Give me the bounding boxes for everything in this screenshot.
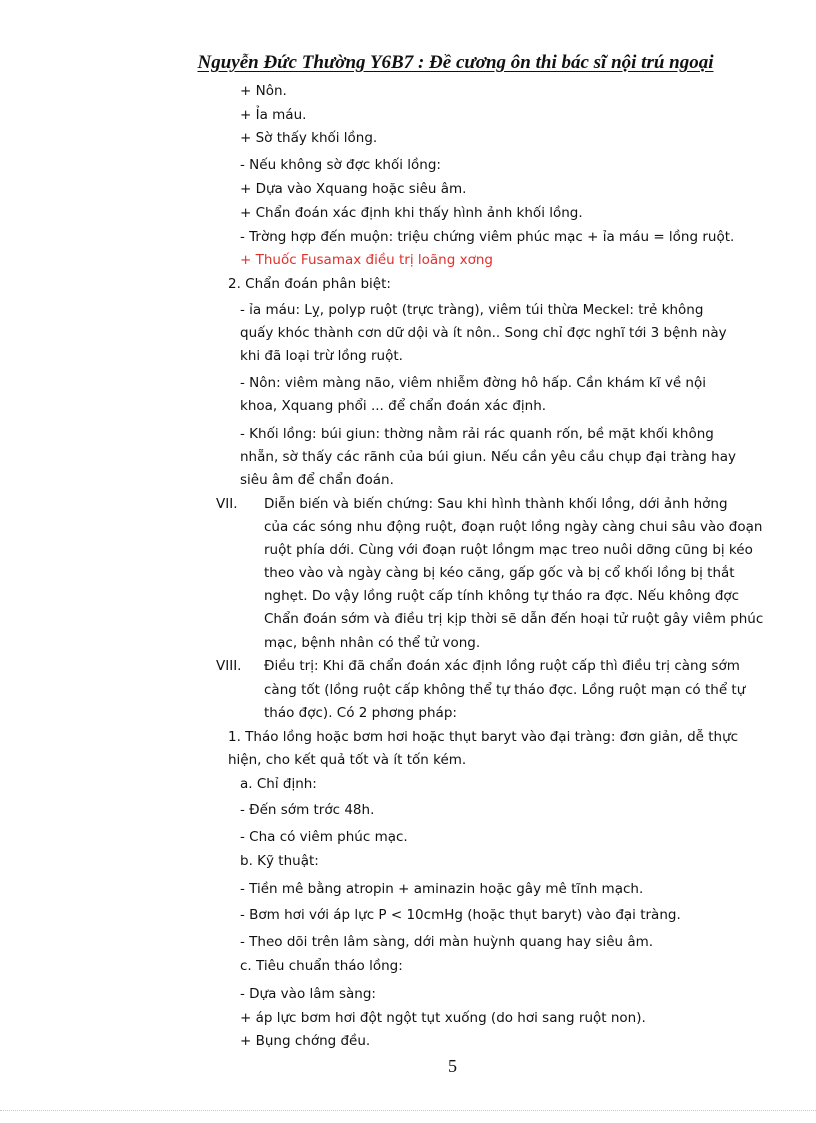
text-line: Diễn biến và biến chứng: Sau khi hình thành khối lồng, dới ảnh hởng — [264, 496, 728, 512]
page-number: 5 — [448, 1056, 457, 1076]
subsection-heading: a. Chỉ định: — [240, 776, 317, 792]
text-line: - Theo dõi trên lâm sàng, dới màn huỳnh quang hay siêu âm. — [240, 934, 654, 950]
text-line: + Ỉa máu. — [240, 107, 307, 123]
text-line: - Nôn: viêm màng não, viêm nhiễm đờng hô hấp. Cần khám kĩ về nội — [240, 375, 706, 391]
text-line: ruột phía dới. Cùng với đoạn ruột lồngm mạc treo nuôi dỡng cũng bị kéo — [264, 542, 753, 558]
text-line: + Nôn. — [240, 83, 287, 99]
text-line: - Khối lồng: búi giun: thờng nằm rải rác quanh rốn, bề mặt khối không — [240, 426, 714, 442]
page-footer-divider — [0, 1110, 816, 1111]
section-heading: 2. Chẩn đoán phân biệt: — [228, 276, 391, 292]
text-line: + Bụng chớng đều. — [240, 1033, 371, 1049]
text-line: - Bơm hơi với áp lực P < 10cmHg (hoặc thụt baryt) vào đại tràng. — [240, 907, 681, 923]
text-line: - Đến sớm trớc 48h. — [240, 802, 375, 818]
section-number: VII. — [216, 496, 238, 512]
text-line: + áp lực bơm hơi đột ngột tụt xuống (do hơi sang ruột non). — [240, 1010, 646, 1026]
text-line: - Trờng hợp đến muộn: triệu chứng viêm phúc mạc + ỉa máu = lồng ruột. — [240, 229, 735, 245]
text-line: hiện, cho kết quả tốt và ít tốn kém. — [228, 752, 467, 768]
text-line: - Tiền mê bằng atropin + aminazin hoặc gây mê tĩnh mạch. — [240, 881, 644, 897]
text-line: - Nếu không sờ đợc khối lồng: — [240, 157, 441, 173]
text-line: 1. Tháo lồng hoặc bơm hơi hoặc thụt baryt vào đại tràng: đơn giản, dễ thực — [228, 729, 739, 745]
text-line: theo vào và ngày càng bị kéo căng, gấp gốc và bị cổ khối lồng bị thắt — [264, 565, 735, 581]
text-line: siêu âm để chẩn đoán. — [240, 472, 394, 488]
text-line: nghẹt. Do vậy lồng ruột cấp tính không tự tháo ra đợc. Nếu không đợc — [264, 588, 740, 604]
text-line: khi đã loại trừ lồng ruột. — [240, 348, 403, 364]
section-number: VIII. — [216, 658, 242, 674]
text-line: của các sóng nhu động ruột, đoạn ruột lồng ngày càng chui sâu vào đoạn — [264, 519, 763, 535]
text-line: quấy khóc thành cơn dữ dội và ít nôn.. Song chỉ đợc nghĩ tới 3 bệnh này — [240, 325, 727, 341]
page-header: Nguyễn Đức Thường Y6B7 : Đề cương ôn thi bác sĩ nội trú ngoại — [197, 52, 714, 73]
text-line: + Dựa vào Xquang hoặc siêu âm. — [240, 181, 467, 197]
text-line: + Sờ thấy khối lồng. — [240, 130, 378, 146]
text-line: Chẩn đoán sớm và điều trị kịp thời sẽ dẫn đến hoại tử ruột gây viêm phúc — [264, 611, 764, 627]
subsection-heading: b. Kỹ thuật: — [240, 853, 319, 869]
text-line: khoa, Xquang phổi ... để chẩn đoán xác định. — [240, 398, 547, 414]
red-note-line: + Thuốc Fusamax điều trị loãng xơng — [240, 252, 493, 268]
subsection-heading: c. Tiêu chuẩn tháo lồng: — [240, 958, 403, 974]
text-line: - ỉa máu: Lỵ, polyp ruột (trực tràng), viêm túi thừa Meckel: trẻ không — [240, 302, 704, 318]
text-line: + Chẩn đoán xác định khi thấy hình ảnh khối lồng. — [240, 205, 583, 221]
text-line: nhẵn, sờ thấy các rãnh của búi giun. Nếu cần yêu cầu chụp đại tràng hay — [240, 449, 736, 465]
text-line: mạc, bệnh nhân có thể tử vong. — [264, 635, 481, 651]
text-line: tháo đợc). Có 2 phơng pháp: — [264, 705, 457, 721]
text-line: - Dựa vào lâm sàng: — [240, 986, 376, 1002]
text-line: Điều trị: Khi đã chẩn đoán xác định lồng ruột cấp thì điều trị càng sớm — [264, 658, 740, 674]
text-line: - Cha có viêm phúc mạc. — [240, 829, 408, 845]
text-line: càng tốt (lồng ruột cấp không thể tự tháo đợc. Lồng ruột mạn có thể tự — [264, 682, 746, 698]
